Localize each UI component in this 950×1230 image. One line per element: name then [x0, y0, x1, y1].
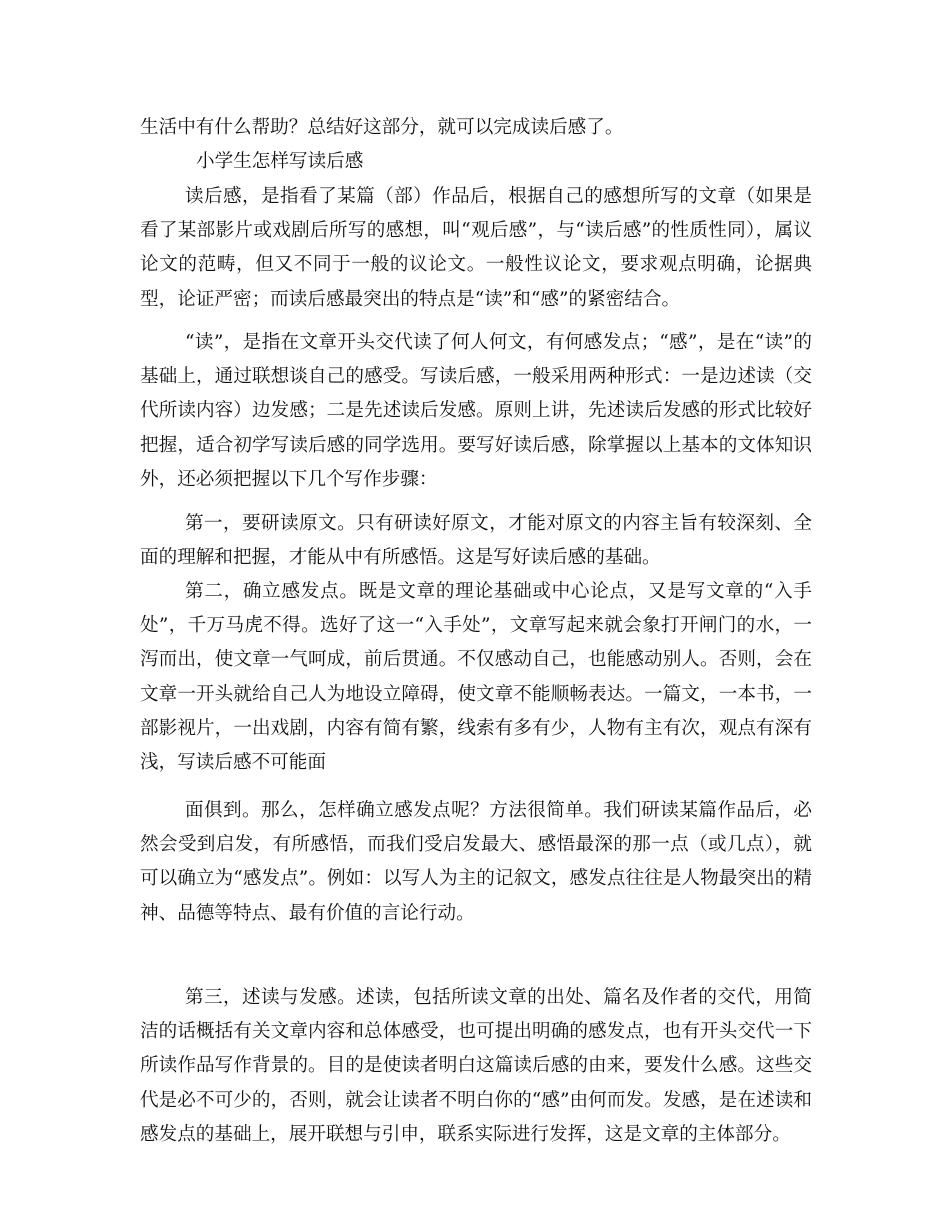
paragraph-continuation: 生活中有什么帮助？总结好这部分，就可以完成读后感了。 [140, 117, 624, 138]
section-title: 小学生怎样写读后感 [196, 151, 364, 172]
paragraph-step-two: 第二，确立感发点。既是文章的理论基础或中心论点，又是写文章的“入手处”，千万马虎不得。选好了这一“入手处”，文章写起来就会象打开闸门的水，一泻而出，使文章一气呵成，前后贯通。不仅感动自己，也能感动别人。否则，会在文章一开头就给自己人为地设立障碍，使文章不能顺畅表达。一篇文，一本书，一部影视片，一出戏剧，内容有简有繁，线索有多有少，人物有主有次，观点有深有浅，写读后感不可能面 [140, 581, 812, 774]
paragraph-read-and-feel: “读”，是指在文章开头交代读了何人何文，有何感发点；“感”，是在“读”的基础上，通过联想谈自己的感受。写读后感，一般采用两种形式：一是边述读（交代所读内容）边发感；二是先述读后发感。原则上讲，先述读后发感的形式比较好把握，适合初学写读后感的同学选用。要写好读后感，除掌握以上基本的文体知识外，还必须把握以下几个写作步骤： [140, 332, 812, 490]
paragraph-step-two-continued: 面俱到。那么，怎样确立感发点呢？方法很简单。我们研读某篇作品后，必然会受到启发，有所感悟，而我们受启发最大、感悟最深的那一点（或几点），就可以确立为“感发点”。例如：以写人为主的记叙文，感发点往往是人物最突出的精神、品德等特点、最有价值的言论行动。 [140, 800, 812, 924]
paragraph-step-one: 第一，要研读原文。只有研读好原文，才能对原文的内容主旨有较深刻、全面的理解和把握，才能从中有所感悟。这是写好读后感的基础。 [140, 513, 812, 569]
paragraph-step-three: 第三，述读与发感。述读，包括所读文章的出处、篇名及作者的交代，用简洁的话概括有关文章内容和总体感受，也可提出明确的感发点，也有开头交代一下所读作品写作背景的。目的是使读者明白这篇读后感的由来，要发什么感。这些交代是必不可少的，否则，就会让读者不明白你的“感”由何而发。发感，是在述读和感发点的基础上，展开联想与引申，联系实际进行发挥，这是文章的主体部分。 [140, 987, 812, 1145]
paragraph-definition: 读后感，是指看了某篇（部）作品后，根据自己的感想所写的文章（如果是看了某部影片或戏剧后所写的感想，叫“观后感”，与“读后感”的性质性同），属议论文的范畴，但又不同于一般的议论文。一般性议论文，要求观点明确，论据典型，论证严密；而读后感最突出的特点是“读”和“感”的紧密结合。 [140, 186, 812, 310]
